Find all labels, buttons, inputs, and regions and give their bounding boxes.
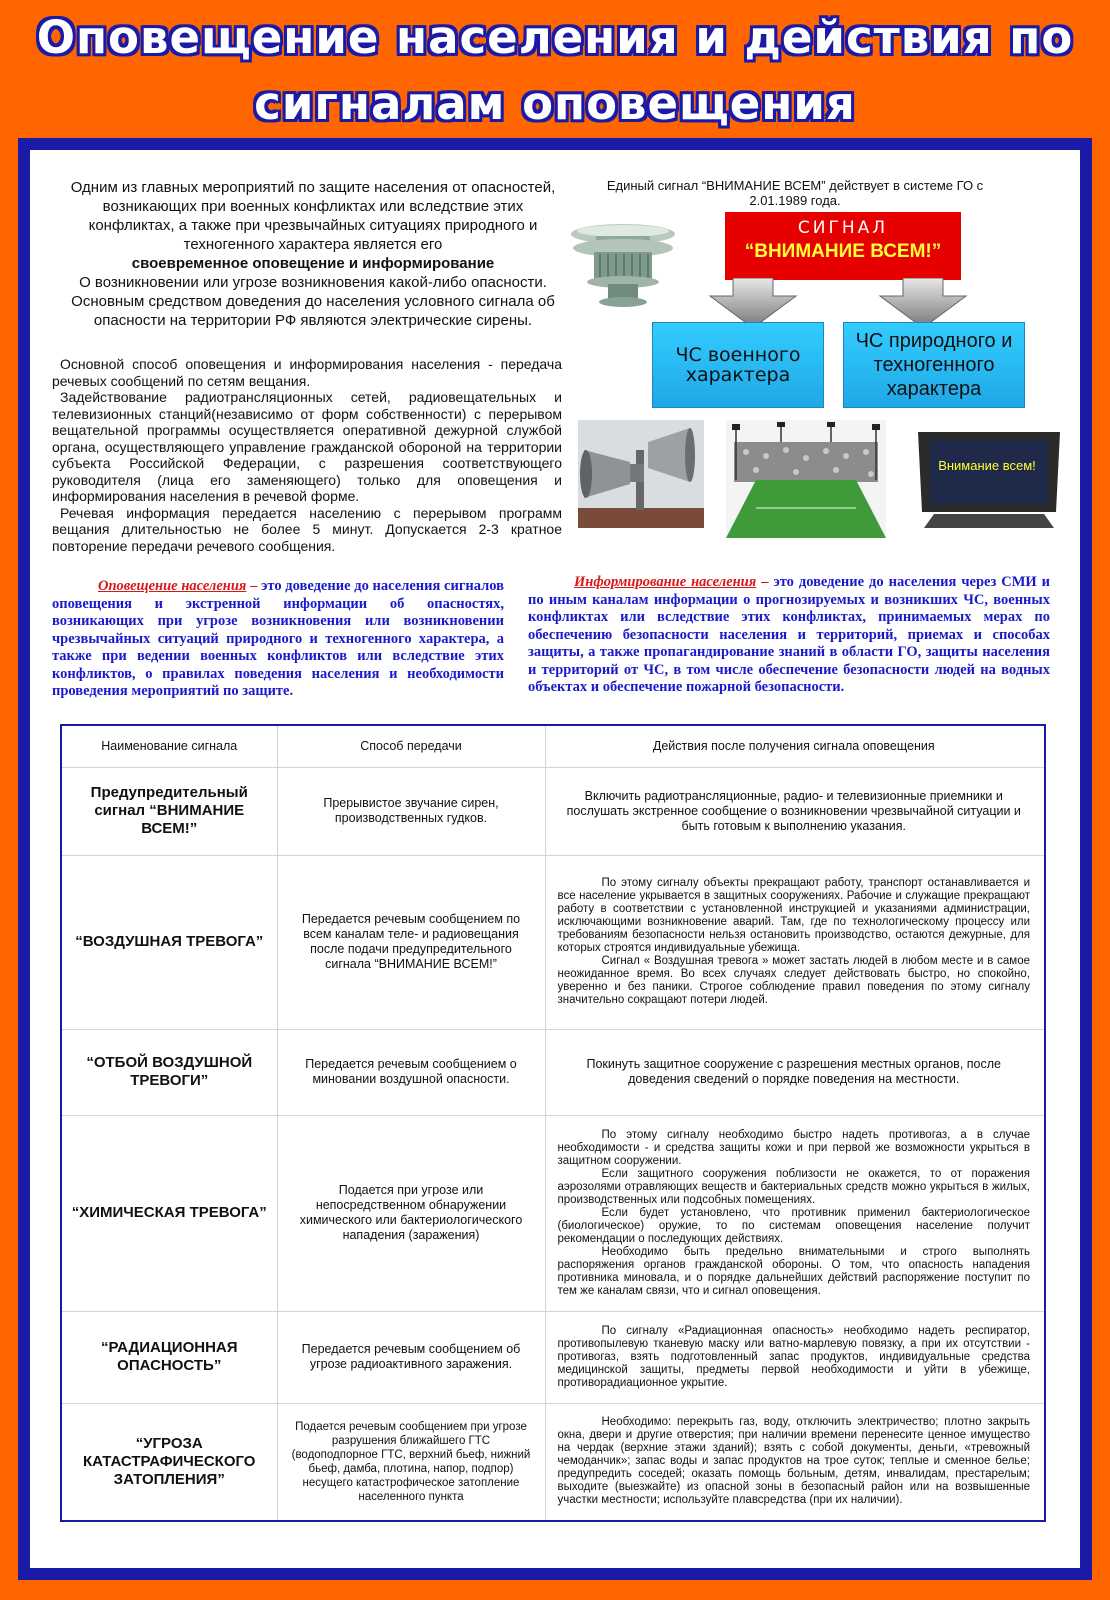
action-paragraph: По сигналу «Радиационная опасность» необходимо надеть респиратор, противопылевую тканевую маску или ватно-марлевую повязку, а при их отсутствии - противогаз, взять подготовленный запас продуктов, индивидуальные средства медицинской защиты, предметы первой необходимости и уйти в убежище, противорадиационное укрытие.	[557, 1324, 1030, 1389]
signal-name: Предупредительный сигнал “ВНИМАНИЕ ВСЕМ!”	[61, 767, 277, 855]
table-row	[61, 855, 1045, 1029]
signal-name: “ОТБОЙ ВОЗДУШНОЙ ТРЕВОГИ”	[61, 1029, 277, 1115]
action-paragraph: По этому сигналу объекты прекращают работу, транспорт останавливается и все население укрывается в защитных сооружениях. Рабочие и служащие прекращают работу в соответствии с установленной инструкцией и указаниями администрации, исключающими возникновение аварий. Там, где по технологическому процессу или требованиям безопасности нельзя остановить производство, остаются дежурные, для которых строятся индивидуальные убежища.	[557, 877, 1030, 954]
table-row	[61, 767, 1045, 855]
stadium-icon	[726, 420, 886, 538]
content-frame	[18, 138, 1092, 1580]
table-row	[61, 1029, 1045, 1115]
definition-informing	[528, 574, 1050, 697]
definition-term: Оповещение населения	[98, 578, 247, 594]
action-paragraph: Необходимо быть предельно внимательными и строго выполнять распоряжения органов гражданской обороны. О том, что опасность нападения противника миновала, и о порядке дальнейших действий распоряжение поступит по тем же каналам связи, что и сигнал оповещения.	[557, 1245, 1030, 1297]
action-paragraph: Покинуть защитное сооружение с разрешения местных органов, после доведения сведений о порядке поведения на местности.	[586, 1057, 1001, 1086]
television-icon	[914, 428, 1064, 534]
signal-actions	[545, 767, 1045, 855]
definition-dash: –	[250, 578, 258, 594]
action-paragraph: Если защитного сооружения поблизости не окажется, то от поражения аэрозолями отравляющих веществ и бактериальных средств можно укрыться в жилых, производственных или подсобных помещениях.	[557, 1167, 1030, 1206]
intro-text	[68, 178, 558, 330]
intro-part-1: Одним из главных мероприятий по защите населения от опасностей, возникающих при военных конфликтах или вследствие этих конфликтах, а также при чрезвычайных ситуациях природного и техногенного характера является его	[70, 179, 556, 253]
signal-method: Передается речевым сообщением об угрозе радиоактивного заражения.	[277, 1311, 545, 1403]
signal-actions	[545, 1403, 1045, 1521]
definition-dash: –	[761, 574, 769, 590]
title-line-1: Оповещение населения и действия по	[36, 11, 1074, 64]
signal-box-top: СИГНАЛ	[797, 218, 889, 238]
signal-method: Подается при угрозе или непосредственном обнаружении химического или бактериологического нападения (заражения)	[277, 1115, 545, 1311]
method-paragraph: Основной способ оповещения и информирования населения - передача речевых сообщений по сетям вещания.	[52, 356, 562, 389]
method-text	[52, 356, 562, 554]
table-row	[61, 1311, 1045, 1403]
table-row	[61, 1403, 1045, 1521]
signal-name: “ХИМИЧЕСКАЯ ТРЕВОГА”	[61, 1115, 277, 1311]
military-emergency-box	[652, 322, 824, 408]
loudspeaker-icon	[578, 420, 704, 528]
signal-name: “ВОЗДУШНАЯ ТРЕВОГА”	[61, 855, 277, 1029]
action-paragraph: Сигнал « Воздушная тревога » может застать людей в любом месте и в самое неожиданное время. Во всех случаях следует действовать быстро, но спокойно, уверенно и без паники. Строгое соблюдение правил поведения по этому сигналу значительно сокращают потери людей.	[557, 955, 1030, 1006]
action-paragraph: Включить радиотрансляционные, радио- и телевизионные приемники и послушать экстренное сообщение о возникновении чрезвычайной ситуации и быть готовым к выполнению указания.	[566, 788, 1021, 833]
siren-icon	[566, 218, 680, 310]
arrow-down-icon	[708, 278, 798, 328]
intro-part-2: О возникновении или угрозе возникновения какой-либо опасности. Основным средством доведения до населения условного сигнала об опасности на территории РФ являются электрические сирены.	[71, 274, 555, 329]
action-paragraph: Необходимо: перекрыть газ, воду, отключить электричество; плотно закрыть окна, двери и другие отверстия; при наличии времени перенесите ценное имущество на чердак (верхние этажи зданий); взять с собой документы, деньги, «тревожный чемоданчик»; запас воды и запас продуктов на трое суток; теплые и сменное белье; предупредить соседей; оказать помощь больным, детям, инвалидам, престарелым; выходите (выезжайте) из опасной зоны в безопасный район или на возвышенные участки местности; используйте плавсредства (при их наличии).	[557, 1416, 1030, 1507]
signal-actions	[545, 1029, 1045, 1115]
signal-attention-box	[725, 212, 961, 280]
definition-text: это доведение до населения сигналов оповещения и экстренной информации об опасностях, возникающих при угрозе возникновения или возникновении чрезвычайных ситуаций природного и техногенного характера, а также при ведении военных конфликтов или вследствие этих конфликтов, о правилах поведения населения и необходимости проведения мероприятий по защите.	[52, 578, 505, 699]
action-paragraph: Если будет установлено, что противник применил бактериологическое (биологическое) оружие, то по системам оповещения население получит рекомендации о последующих действиях.	[557, 1206, 1030, 1245]
signal-name: “РАДИАЦИОННАЯ ОПАСНОСТЬ”	[61, 1311, 277, 1403]
signal-method: Прерывистое звучание сирен, производственных гудков.	[277, 767, 545, 855]
signal-name: “УГРОЗА КАТАСТРАФИЧЕСКОГО ЗАТОПЛЕНИЯ”	[61, 1403, 277, 1521]
military-emergency-label: ЧС военного характера	[675, 344, 801, 386]
natural-emergency-box	[843, 322, 1025, 408]
signal-actions	[545, 1311, 1045, 1403]
tv-screen-text: Внимание всем!	[938, 458, 1036, 473]
intro-bold: своевременное оповещение и информирование	[131, 255, 495, 272]
method-paragraph: Речевая информация передается населению с перерывом программ вещания длительностью не более 5 минут. Допускается 2-3 кратное повторение передачи речевого сообщения.	[52, 504, 562, 554]
method-paragraph: Задействование радиотрансляционных сетей, радиовещательных и телевизионных станций(независимо от форм собственности) с перерывом вещательной программы осуществляется оперативной дежурной службой органа, осуществляющего управление гражданской обороной на территории субъекта Российской Федерации, с разрешения соответствующего руководителя (лица его заменяющего) только для оповещения и информирования населения в речевой форме.	[52, 389, 562, 504]
definition-text: это доведение до населения через СМИ и по иным каналам информации о прогнозируемых и возникших ЧС, военных конфликтах или вследствие этих конфликтах, принимаемых мерах по обеспечению безопасности населения и территорий, приемах и способах защиты, а также пропагандирование знаний в области ГО, защиты населения и территорий от ЧС, в том числе обеспечение безопасности людей на водных объектах и обеспечение пожарной безопасности.	[528, 574, 1051, 695]
column-header: Способ передачи	[277, 725, 545, 767]
column-header: Наименование сигнала	[61, 725, 277, 767]
natural-emergency-label: ЧС природного и техногенного характера	[855, 330, 1013, 400]
content-panel	[30, 150, 1080, 1568]
signal-caption: Единый сигнал “ВНИМАНИЕ ВСЕМ” действует в системе ГО с 2.01.1989 года.	[606, 178, 984, 208]
table-row	[61, 1115, 1045, 1311]
signal-method: Передается речевым сообщением о миновании воздушной опасности.	[277, 1029, 545, 1115]
definition-term: Информирование населения	[574, 574, 757, 590]
signal-actions	[545, 1115, 1045, 1311]
poster-title	[0, 6, 1110, 136]
signal-box-bottom: “ВНИМАНИЕ ВСЕМ!”	[744, 241, 942, 262]
signal-method: Подается речевым сообщением при угрозе разрушения ближайшего ГТС (водоподпорное ГТС, верхний бьеф, нижний бьеф, дамба, плотина, напор, подпор) несущего катастрофическое затопление населенного пункта	[277, 1403, 545, 1521]
signal-method: Передается речевым сообщением по всем каналам теле- и радиовещания после подачи предупредительного сигнала “ВНИМАНИЕ ВСЕМ!”	[277, 855, 545, 1029]
definition-notification	[52, 578, 504, 701]
table-header-row	[61, 725, 1045, 767]
action-paragraph: По этому сигналу необходимо быстро надеть противогаз, а в случае необходимости - и средства защиты кожи и при первой же возможности укрыться в защитном сооружении.	[557, 1128, 1030, 1167]
title-line-2: сигналам оповещения	[254, 77, 856, 130]
signal-actions	[545, 855, 1045, 1029]
column-header: Действия после получения сигнала оповещения	[545, 725, 1045, 767]
arrow-down-icon	[878, 278, 968, 328]
signals-table	[60, 724, 1046, 1522]
